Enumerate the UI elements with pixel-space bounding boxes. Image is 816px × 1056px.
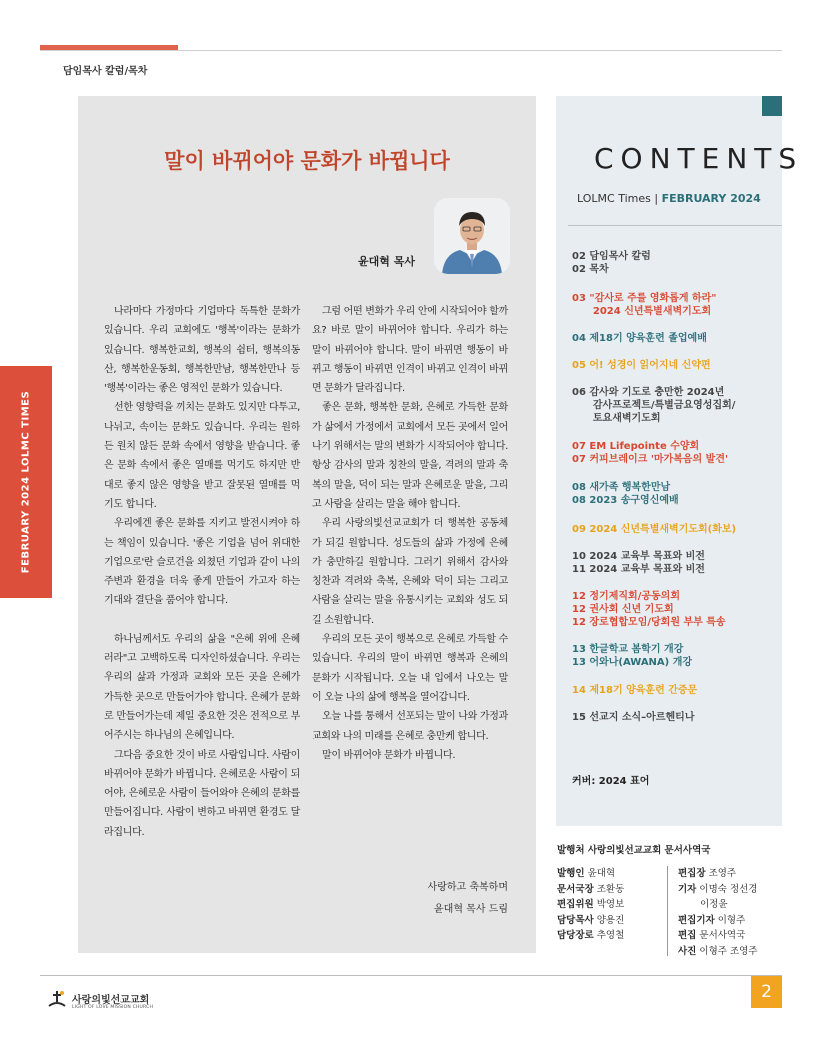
contents-group bbox=[572, 711, 694, 724]
contents-group bbox=[572, 332, 707, 345]
staff-name: 이형주 bbox=[717, 914, 746, 926]
staff-name: 이정윤 bbox=[700, 899, 728, 910]
contents-item[interactable]: 토요새벽기도회 bbox=[572, 413, 661, 424]
contents-group bbox=[572, 643, 692, 669]
page-number: 2 bbox=[751, 976, 782, 1008]
staff-row bbox=[557, 882, 624, 898]
contents-group bbox=[572, 250, 651, 276]
issue-month: FEBRUARY 2024 bbox=[661, 192, 761, 205]
contents-group bbox=[572, 590, 726, 629]
staff-role: 담당목사 bbox=[557, 914, 594, 926]
staff-role: 문서국장 bbox=[557, 883, 594, 895]
column-paragraph: 우리에겐 좋은 문화를 지키고 발전시켜야 하는 책임이 있습니다. '좋은 기업을 넘어 위대한 기업으로'란 슬로건을 외쳤던 기업과 같이 나의 주변과 환경을 더욱 좋게 만들어 가고자 하는 기대와 결단을 품어야 합니다. bbox=[104, 518, 300, 607]
staff-role: 발행인 bbox=[557, 868, 585, 879]
contents-item[interactable]: 12 권사회 신년 기도회 bbox=[572, 604, 674, 615]
pastor-portrait bbox=[434, 198, 510, 274]
column-text-left bbox=[104, 302, 300, 842]
staff-name: 문서사역국 bbox=[699, 930, 746, 941]
staff-row bbox=[678, 882, 757, 898]
contents-item[interactable]: 05 어! 성경이 읽어지네 신약편 bbox=[572, 360, 711, 371]
staff-role: 담당장로 bbox=[557, 930, 594, 941]
closing-signature: 윤대혁 목사 드림 bbox=[434, 904, 508, 915]
contents-item[interactable]: 감사프로젝트/특별금요영성집회/ bbox=[572, 400, 736, 411]
staff-row bbox=[557, 866, 624, 882]
contents-group bbox=[572, 359, 711, 372]
staff-row bbox=[557, 913, 624, 929]
column-paragraph: 우리 사랑의빛선교교회가 더 행복한 공동체가 되길 원합니다. 성도들의 삶과 가정에 은혜가 충만하길 원합니다. 그러기 위해서 감사와 칭찬과 격려와 축복, 은혜와 덕이 되는 그리고 사람을 살리는 말을 유통시키는 교회와 성도 되길 소원합니다. bbox=[312, 518, 508, 626]
contents-item[interactable]: 07 커피브레이크 '마가복음의 발견' bbox=[572, 454, 729, 465]
column-title: 말이 바뀌어야 문화가 바뀝니다 bbox=[164, 148, 450, 173]
contents-item[interactable]: 15 선교지 소식–아르헨티나 bbox=[572, 712, 695, 723]
contents-item[interactable]: 11 2024 교육부 목표와 비전 bbox=[572, 564, 705, 575]
contents-item[interactable]: 08 새가족 행복한만남 bbox=[572, 482, 671, 493]
column-paragraph: 우리의 모든 곳이 행복으로 은혜로 가득할 수 있습니다. 우리의 말이 바뀌면 행복과 은혜의 문화가 시작됩니다. 오늘 내 입에서 나오는 말이 오늘 나의 삶에 행복을 열어갑니다. bbox=[312, 634, 508, 703]
staff-name: 윤대혁 bbox=[587, 868, 616, 879]
staff-name: 조환동 bbox=[596, 883, 625, 895]
column-text-right bbox=[312, 302, 508, 765]
church-logo-icon bbox=[46, 988, 68, 1010]
staff-row bbox=[678, 928, 757, 944]
contents-group bbox=[572, 440, 728, 466]
contents-item[interactable]: 07 EM Lifepointe 수양회 bbox=[572, 441, 700, 452]
logo-name: 사랑의빛선교교회 bbox=[72, 995, 150, 1006]
staff-row bbox=[678, 913, 757, 929]
column-paragraph: 그럼 어떤 변화가 우리 안에 시작되어야 할까요? 바로 말이 바뀌어야 합니다. 우리가 하는 말이 바뀌어야 합니다. 말이 바뀌면 행동이 바뀌고 행동이 바뀌면 인격이 바뀌고 인격이 바뀌면 문화가 달라집니다. bbox=[312, 306, 508, 395]
contents-rule bbox=[568, 225, 782, 226]
contents-group bbox=[572, 292, 717, 318]
staff-row bbox=[678, 944, 757, 960]
staff-row bbox=[678, 897, 757, 913]
footer-rule bbox=[40, 975, 782, 976]
column-paragraph: 좋은 문화, 행복한 문화, 은혜로 가득한 문화가 삶에서 가정에서 교회에서 모든 곳에서 일어나기 위해서는 말의 변화가 시작되어야 합니다. 항상 감사의 말과 칭찬의 말을, 격려의 말과 축복의 말을, 덕이 되는 말과 은혜로운 말을, 그리고 사람을 살리는 말을 해야 합니다. bbox=[312, 402, 508, 510]
contents-item[interactable]: 02 목차 bbox=[572, 264, 609, 275]
column-paragraph: 말이 바뀌어야 문화가 바뀝니다. bbox=[322, 749, 456, 761]
paragraph-gap bbox=[104, 611, 300, 630]
staff-role: 편집 bbox=[678, 930, 697, 941]
column-paragraph: 하나님께서도 우리의 삶을 "은혜 위에 은혜러라"고 고백하도록 디자인하셨습니다. 우리는 우리의 삶과 가정과 교회와 모든 곳을 은혜가 가득한 곳으로 만들어가야 합니다. 은혜가 문화로 만들어가는데 제일 중요한 것은 전적으로 부어주시는 하나님의 은혜입니다. bbox=[104, 633, 300, 742]
staff-row bbox=[678, 866, 757, 882]
column-paragraph: 그다음 중요한 것이 바로 사람입니다. 사람이 바뀌어야 문화가 바뀝니다. 은혜로운 사람이 되어야, 은혜로운 사람이 들어와야 은혜의 문화를 만들어집니다. 사람이 변하고 바뀌면 환경도 달라집니다. bbox=[104, 749, 300, 838]
portrait-illustration bbox=[434, 198, 510, 274]
staff-role: 편집장 bbox=[678, 868, 706, 879]
column-paragraph: 오늘 나를 통해서 선포되는 말이 나와 가정과 교회와 나의 미래를 은혜로 충만케 합니다. bbox=[312, 711, 508, 742]
staff-name: 박영보 bbox=[596, 899, 625, 910]
contents-group bbox=[572, 386, 735, 425]
contents-item[interactable]: 02 담임목사 칼럼 bbox=[572, 251, 651, 262]
publisher-line: 발행처 사랑의빛선교교회 문서사역국 bbox=[557, 845, 711, 856]
staff-divider bbox=[667, 866, 668, 956]
staff-role: 편집위원 bbox=[557, 899, 594, 910]
contents-group bbox=[572, 684, 697, 697]
header-rule bbox=[40, 50, 782, 51]
staff-role: 편집기자 bbox=[678, 914, 715, 926]
contents-accent-square bbox=[762, 96, 782, 116]
logo-subtitle: LIGHT OF LOVE MISSION CHURCH bbox=[72, 1005, 154, 1010]
cover-caption: 커버: 2024 표어 bbox=[572, 776, 650, 787]
contents-item[interactable]: 06 감사와 기도로 충만한 2024년 bbox=[572, 387, 725, 398]
staff-list-left bbox=[557, 866, 624, 944]
staff-role: 기자 bbox=[678, 883, 697, 895]
section-label: 담임목사 칼럼/목차 bbox=[63, 66, 148, 77]
contents-item[interactable]: 03 "감사로 주를 영화롭게 하라" bbox=[572, 293, 717, 304]
contents-title: CONTENTS bbox=[594, 142, 804, 175]
contents-item[interactable]: 04 제18기 양육훈련 졸업예배 bbox=[572, 333, 707, 344]
side-tab-label: FEBRUARY 2024 LOLMC TIMES bbox=[20, 390, 32, 574]
contents-group bbox=[572, 523, 736, 536]
staff-name: 이형주 조영주 bbox=[699, 945, 758, 957]
contents-item[interactable]: 09 2024 신년특별새벽기도회(화보) bbox=[572, 524, 737, 535]
contents-item[interactable]: 12 장로협합모임/당회원 부부 특송 bbox=[572, 617, 726, 628]
contents-item[interactable]: 10 2024 교육부 목표와 비전 bbox=[572, 551, 705, 562]
contents-item[interactable]: 13 어와나(AWANA) 개강 bbox=[572, 657, 693, 668]
staff-list-right bbox=[678, 866, 757, 959]
contents-item[interactable]: 12 정기제직회/공동의회 bbox=[572, 591, 680, 602]
contents-item[interactable]: 14 제18기 양육훈련 간증문 bbox=[572, 685, 698, 696]
contents-group bbox=[572, 481, 679, 507]
publication-name: LOLMC Times bbox=[577, 192, 651, 205]
column-paragraph: 선한 영향력을 끼치는 문화도 있지만 다투고, 나뉘고, 속이는 문화도 있습니다. 우리는 원하든 원치 않든 문화 속에서 영향을 받습니다. 좋은 문화 속에서 좋은 열매를 먹기도 하지만 반대로 좋지 않은 영향을 받고 잘못된 열매를 먹기도 합니다. bbox=[104, 402, 300, 510]
column-author: 윤대혁 목사 bbox=[358, 255, 415, 268]
closing-greeting: 사랑하고 축복하며 bbox=[427, 882, 508, 893]
contents-item[interactable]: 13 한글학교 봄학기 개강 bbox=[572, 644, 684, 655]
staff-row bbox=[557, 897, 624, 913]
column-paragraph: 나라마다 가정마다 기업마다 독특한 문화가 있습니다. 우리 교회에도 '행복'이라는 문화가 있습니다. 행복한교회, 행복의 쉼터, 행복의동산, 행복한운동회, 행복한만남, 행복한만나 등 '행복'이라는 좋은 영적인 문화가 있습니다. bbox=[104, 306, 300, 395]
staff-name: 조영주 bbox=[708, 868, 737, 879]
staff-role: 사진 bbox=[678, 945, 697, 957]
contents-item[interactable]: 08 2023 송구영신예배 bbox=[572, 495, 679, 506]
subtitle-separator: | bbox=[654, 192, 659, 205]
contents-subtitle bbox=[577, 192, 761, 205]
contents-group bbox=[572, 550, 705, 576]
contents-item[interactable]: 2024 신년특별새벽기도회 bbox=[572, 306, 712, 317]
staff-row bbox=[557, 928, 624, 944]
staff-name: 이명숙 정선경 bbox=[699, 883, 758, 895]
staff-name: 추영철 bbox=[596, 930, 625, 941]
staff-name: 양용진 bbox=[596, 914, 625, 926]
